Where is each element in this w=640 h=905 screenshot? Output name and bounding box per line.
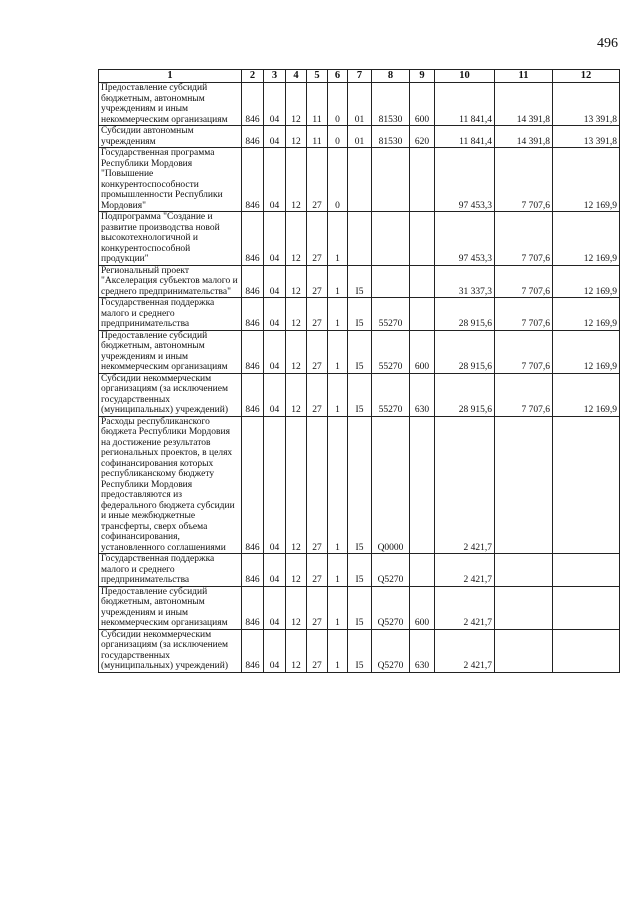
subprogram-code: 1 bbox=[328, 629, 348, 672]
column-header: 11 bbox=[495, 70, 553, 83]
expense-type-code bbox=[410, 416, 435, 554]
amount-col-10: 97 453,3 bbox=[435, 148, 495, 212]
project-code: 01 bbox=[348, 126, 372, 148]
amount-col-10: 2 421,7 bbox=[435, 554, 495, 587]
table-row bbox=[99, 265, 620, 298]
subprogram-code: 1 bbox=[328, 212, 348, 266]
direction-code: 55270 bbox=[372, 298, 410, 331]
amount-col-10: 28 915,6 bbox=[435, 373, 495, 416]
chapter-code: 846 bbox=[242, 330, 264, 373]
row-name: Предоставление субсидий бюджетным, автономным учреждениям и иным некоммерческим организациям bbox=[99, 586, 242, 629]
row-name: Региональный проект "Акселерация субъектов малого и среднего предпринимательства" bbox=[99, 265, 242, 298]
subsection-code: 12 bbox=[286, 373, 307, 416]
direction-code: Q5270 bbox=[372, 586, 410, 629]
header-row bbox=[99, 70, 620, 83]
section-code: 04 bbox=[264, 586, 286, 629]
row-name: Предоставление субсидий бюджетным, автономным учреждениям и иным некоммерческим организациям bbox=[99, 83, 242, 126]
amount-col-12: 12 169,9 bbox=[553, 212, 620, 266]
project-code: I5 bbox=[348, 629, 372, 672]
table-row bbox=[99, 83, 620, 126]
table-row bbox=[99, 416, 620, 554]
amount-col-12: 12 169,9 bbox=[553, 265, 620, 298]
program-code: 27 bbox=[307, 554, 328, 587]
section-code: 04 bbox=[264, 373, 286, 416]
expense-type-code: 600 bbox=[410, 586, 435, 629]
row-name: Предоставление субсидий бюджетным, автономным учреждениям и иным некоммерческим организациям bbox=[99, 330, 242, 373]
subprogram-code: 1 bbox=[328, 416, 348, 554]
row-name: Субсидии автономным учреждениям bbox=[99, 126, 242, 148]
column-header: 4 bbox=[286, 70, 307, 83]
chapter-code: 846 bbox=[242, 148, 264, 212]
amount-col-12: 12 169,9 bbox=[553, 298, 620, 331]
program-code: 27 bbox=[307, 148, 328, 212]
amount-col-12 bbox=[553, 629, 620, 672]
program-code: 11 bbox=[307, 83, 328, 126]
chapter-code: 846 bbox=[242, 265, 264, 298]
project-code: I5 bbox=[348, 265, 372, 298]
amount-col-12: 13 391,8 bbox=[553, 126, 620, 148]
program-code: 27 bbox=[307, 416, 328, 554]
table-row bbox=[99, 126, 620, 148]
chapter-code: 846 bbox=[242, 554, 264, 587]
chapter-code: 846 bbox=[242, 629, 264, 672]
program-code: 11 bbox=[307, 126, 328, 148]
subprogram-code: 1 bbox=[328, 586, 348, 629]
subprogram-code: 0 bbox=[328, 148, 348, 212]
chapter-code: 846 bbox=[242, 416, 264, 554]
amount-col-11: 7 707,6 bbox=[495, 330, 553, 373]
amount-col-12: 12 169,9 bbox=[553, 330, 620, 373]
amount-col-10: 2 421,7 bbox=[435, 629, 495, 672]
project-code: I5 bbox=[348, 586, 372, 629]
subprogram-code: 0 bbox=[328, 83, 348, 126]
subsection-code: 12 bbox=[286, 629, 307, 672]
section-code: 04 bbox=[264, 554, 286, 587]
row-name: Государственная программа Республики Мордовия "Повышение конкурентоспособности промышленности Республики Мордовия" bbox=[99, 148, 242, 212]
direction-code bbox=[372, 265, 410, 298]
amount-col-11 bbox=[495, 629, 553, 672]
chapter-code: 846 bbox=[242, 298, 264, 331]
row-name: Государственная поддержка малого и среднего предпринимательства bbox=[99, 554, 242, 587]
amount-col-10: 97 453,3 bbox=[435, 212, 495, 266]
row-name: Субсидии некоммерческим организациям (за исключением государственных (муниципальных) учреждений) bbox=[99, 629, 242, 672]
direction-code: Q5270 bbox=[372, 629, 410, 672]
expense-type-code: 600 bbox=[410, 83, 435, 126]
program-code: 27 bbox=[307, 330, 328, 373]
subprogram-code: 1 bbox=[328, 373, 348, 416]
chapter-code: 846 bbox=[242, 212, 264, 266]
section-code: 04 bbox=[264, 212, 286, 266]
direction-code bbox=[372, 212, 410, 266]
table-row bbox=[99, 554, 620, 587]
section-code: 04 bbox=[264, 265, 286, 298]
program-code: 27 bbox=[307, 373, 328, 416]
column-header: 7 bbox=[348, 70, 372, 83]
project-code: 01 bbox=[348, 83, 372, 126]
table-row bbox=[99, 629, 620, 672]
project-code: I5 bbox=[348, 416, 372, 554]
amount-col-12 bbox=[553, 416, 620, 554]
amount-col-10: 28 915,6 bbox=[435, 298, 495, 331]
amount-col-10: 2 421,7 bbox=[435, 416, 495, 554]
row-name: Государственная поддержка малого и среднего предпринимательства bbox=[99, 298, 242, 331]
program-code: 27 bbox=[307, 629, 328, 672]
section-code: 04 bbox=[264, 416, 286, 554]
expense-type-code bbox=[410, 554, 435, 587]
chapter-code: 846 bbox=[242, 373, 264, 416]
amount-col-11: 7 707,6 bbox=[495, 212, 553, 266]
expense-type-code: 630 bbox=[410, 629, 435, 672]
page-number: 496 bbox=[597, 36, 618, 51]
subsection-code: 12 bbox=[286, 126, 307, 148]
direction-code: Q5270 bbox=[372, 554, 410, 587]
program-code: 27 bbox=[307, 298, 328, 331]
section-code: 04 bbox=[264, 629, 286, 672]
subsection-code: 12 bbox=[286, 416, 307, 554]
expense-type-code: 620 bbox=[410, 126, 435, 148]
project-code: I5 bbox=[348, 373, 372, 416]
column-header: 12 bbox=[553, 70, 620, 83]
expense-type-code: 600 bbox=[410, 330, 435, 373]
subprogram-code: 1 bbox=[328, 330, 348, 373]
amount-col-12: 13 391,8 bbox=[553, 83, 620, 126]
amount-col-11 bbox=[495, 416, 553, 554]
subprogram-code: 1 bbox=[328, 298, 348, 331]
program-code: 27 bbox=[307, 265, 328, 298]
amount-col-12 bbox=[553, 586, 620, 629]
amount-col-11: 14 391,8 bbox=[495, 83, 553, 126]
amount-col-10: 28 915,6 bbox=[435, 330, 495, 373]
table-row bbox=[99, 298, 620, 331]
direction-code: 55270 bbox=[372, 330, 410, 373]
amount-col-12: 12 169,9 bbox=[553, 148, 620, 212]
subsection-code: 12 bbox=[286, 330, 307, 373]
amount-col-11: 7 707,6 bbox=[495, 265, 553, 298]
subsection-code: 12 bbox=[286, 554, 307, 587]
project-code bbox=[348, 212, 372, 266]
amount-col-10: 31 337,3 bbox=[435, 265, 495, 298]
program-code: 27 bbox=[307, 212, 328, 266]
direction-code bbox=[372, 148, 410, 212]
expense-type-code bbox=[410, 148, 435, 212]
column-header: 5 bbox=[307, 70, 328, 83]
subprogram-code: 0 bbox=[328, 126, 348, 148]
expense-type-code bbox=[410, 265, 435, 298]
direction-code: 81530 bbox=[372, 83, 410, 126]
column-header: 9 bbox=[410, 70, 435, 83]
direction-code: 81530 bbox=[372, 126, 410, 148]
section-code: 04 bbox=[264, 148, 286, 212]
table-row bbox=[99, 330, 620, 373]
subsection-code: 12 bbox=[286, 83, 307, 126]
column-header: 1 bbox=[99, 70, 242, 83]
amount-col-11 bbox=[495, 554, 553, 587]
project-code: I5 bbox=[348, 298, 372, 331]
row-name: Подпрограмма "Создание и развитие производства новой высокотехнологичной и конкурентоспособной продукции" bbox=[99, 212, 242, 266]
column-header: 3 bbox=[264, 70, 286, 83]
amount-col-11 bbox=[495, 586, 553, 629]
amount-col-10: 11 841,4 bbox=[435, 83, 495, 126]
column-header: 6 bbox=[328, 70, 348, 83]
project-code: I5 bbox=[348, 330, 372, 373]
direction-code: Q0000 bbox=[372, 416, 410, 554]
table-row bbox=[99, 586, 620, 629]
expense-type-code bbox=[410, 298, 435, 331]
table-body bbox=[99, 83, 620, 673]
program-code: 27 bbox=[307, 586, 328, 629]
subsection-code: 12 bbox=[286, 148, 307, 212]
amount-col-10: 11 841,4 bbox=[435, 126, 495, 148]
column-header: 8 bbox=[372, 70, 410, 83]
table-row bbox=[99, 212, 620, 266]
subsection-code: 12 bbox=[286, 265, 307, 298]
amount-col-10: 2 421,7 bbox=[435, 586, 495, 629]
chapter-code: 846 bbox=[242, 126, 264, 148]
amount-col-12: 12 169,9 bbox=[553, 373, 620, 416]
amount-col-11: 14 391,8 bbox=[495, 126, 553, 148]
subsection-code: 12 bbox=[286, 586, 307, 629]
project-code: I5 bbox=[348, 554, 372, 587]
amount-col-11: 7 707,6 bbox=[495, 148, 553, 212]
subprogram-code: 1 bbox=[328, 554, 348, 587]
section-code: 04 bbox=[264, 330, 286, 373]
chapter-code: 846 bbox=[242, 586, 264, 629]
budget-table bbox=[98, 69, 620, 673]
column-header: 2 bbox=[242, 70, 264, 83]
project-code bbox=[348, 148, 372, 212]
subsection-code: 12 bbox=[286, 298, 307, 331]
amount-col-11: 7 707,6 bbox=[495, 298, 553, 331]
section-code: 04 bbox=[264, 298, 286, 331]
table-row bbox=[99, 148, 620, 212]
subprogram-code: 1 bbox=[328, 265, 348, 298]
row-name: Субсидии некоммерческим организациям (за исключением государственных (муниципальных) учреждений) bbox=[99, 373, 242, 416]
subsection-code: 12 bbox=[286, 212, 307, 266]
row-name: Расходы республиканского бюджета Республики Мордовия на достижение результатов региональных проектов, в целях софинансирования которых республиканскому бюджету Республики Мордовия предоставляются из федерального бюджета субсидии и иные межбюджетные трансферты, сверх объема софинансирования, установленного соглашениями bbox=[99, 416, 242, 554]
direction-code: 55270 bbox=[372, 373, 410, 416]
expense-type-code: 630 bbox=[410, 373, 435, 416]
amount-col-11: 7 707,6 bbox=[495, 373, 553, 416]
section-code: 04 bbox=[264, 83, 286, 126]
expense-type-code bbox=[410, 212, 435, 266]
table-row bbox=[99, 373, 620, 416]
amount-col-12 bbox=[553, 554, 620, 587]
section-code: 04 bbox=[264, 126, 286, 148]
chapter-code: 846 bbox=[242, 83, 264, 126]
column-header: 10 bbox=[435, 70, 495, 83]
